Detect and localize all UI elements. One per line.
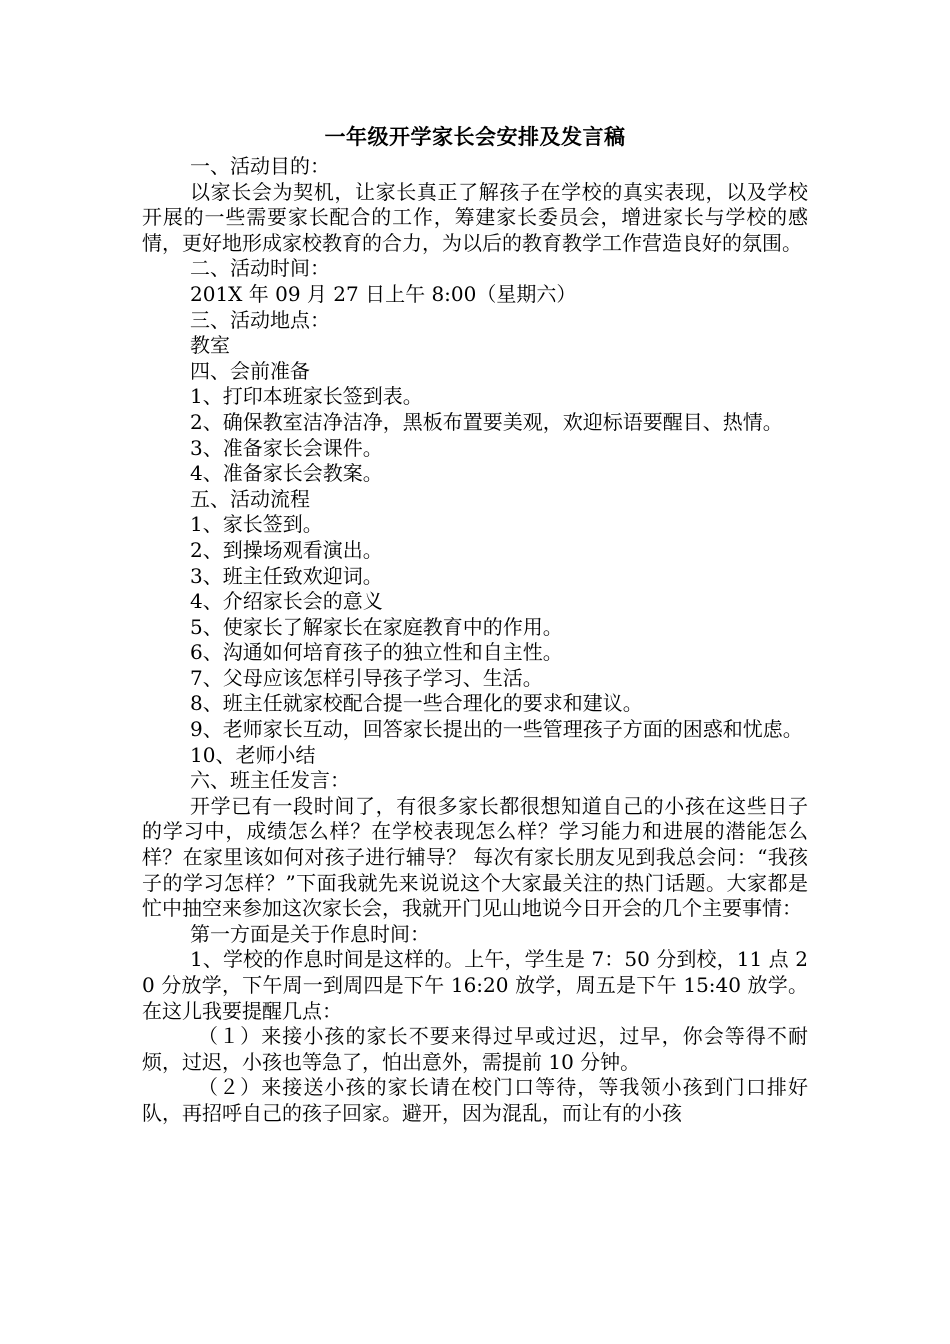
preparation-item: 2、确保教室洁净洁净，黑板布置要美观，欢迎标语要醒目、热情。 — [190, 409, 783, 434]
location-text: 教室 — [190, 333, 230, 358]
speech-text: 开学已有一段时间了，有很多家长都很想知道自己的小孩在这些日子的学习中，成绩怎么样？在学校表现怎么样？学习能力和进展的潜能怎么样？在家里该如何对孩子进行辅导？ 每次有家长朋友见到我总会问：“我孩子的学习怎样？”下面我就先来说说这个大家最关注的热门话题。大家都是忙中抽空来参加这次家长会，我就开门见山地说今日开会的几个主要事情： — [142, 793, 808, 921]
process-item: 9、老师家长互动，回答家长提出的一些管理孩子方面的困惑和忧虑。 — [190, 717, 803, 742]
process-item: 1、家长签到。 — [190, 512, 323, 537]
process-item: 3、班主任致欢迎词。 — [190, 563, 383, 588]
speech-text: 1、学校的作息时间是这样的。上午，学生是 7：50 分到校，11 点 20 分放学，下午周一到周四是下午 16:20 放学，周五是下午 15:40 放学。在这儿我要提醒几点： — [142, 947, 808, 1023]
document-title: 一年级开学家长会安排及发言稿 — [324, 124, 626, 149]
section-heading-time: 二、活动时间： — [190, 256, 330, 281]
process-item: 10、老师小结 — [190, 742, 316, 767]
section-heading-purpose: 一、活动目的： — [190, 154, 330, 178]
preparation-item: 4、准备家长会教案。 — [190, 461, 383, 486]
section-heading-preparation: 四、会前准备 — [190, 358, 310, 383]
process-item: 7、父母应该怎样引导孩子学习、生活。 — [190, 665, 543, 690]
document-page — [142, 120, 808, 1127]
preparation-item: 1、打印本班家长签到表。 — [190, 384, 423, 409]
process-item: 2、到操场观看演出。 — [190, 537, 383, 562]
process-item: 4、介绍家长会的意义 — [190, 589, 383, 614]
section-heading-location: 三、活动地点： — [190, 307, 330, 332]
document-body — [142, 154, 808, 1127]
purpose-text: 以家长会为契机，让家长真正了解孩子在学校的真实表现，以及学校开展的一些需要家长配合的工作，筹建家长委员会，增进家长与学校的感情，更好地形成家校教育的合力，为以后的教育教学工作营造良好的氛围。 — [142, 179, 808, 255]
speech-subheading: 第一方面是关于作息时间： — [190, 921, 430, 946]
preparation-item: 3、准备家长会课件。 — [190, 435, 383, 460]
time-text: 201X 年 09 月 27 日上午 8:00（星期六） — [190, 281, 577, 306]
section-heading-speech: 六、班主任发言： — [190, 768, 350, 793]
speech-note: （１）来接小孩的家长不要来得过早或过迟，过早，你会等得不耐烦，过迟，小孩也等急了，怕出意外，需提前 10 分钟。 — [142, 1024, 808, 1074]
process-item: 5、使家长了解家长在家庭教育中的作用。 — [190, 614, 563, 639]
section-heading-process: 五、活动流程 — [190, 486, 310, 511]
speech-note: （２）来接送小孩的家长请在校门口等待，等我领小孩到门口排好队，再招呼自己的孩子回家。避开，因为混乱，而让有的小孩 — [142, 1075, 808, 1125]
process-item: 8、班主任就家校配合提一些合理化的要求和建议。 — [190, 691, 643, 716]
process-item: 6、沟通如何培育孩子的独立性和自主性。 — [190, 640, 563, 665]
